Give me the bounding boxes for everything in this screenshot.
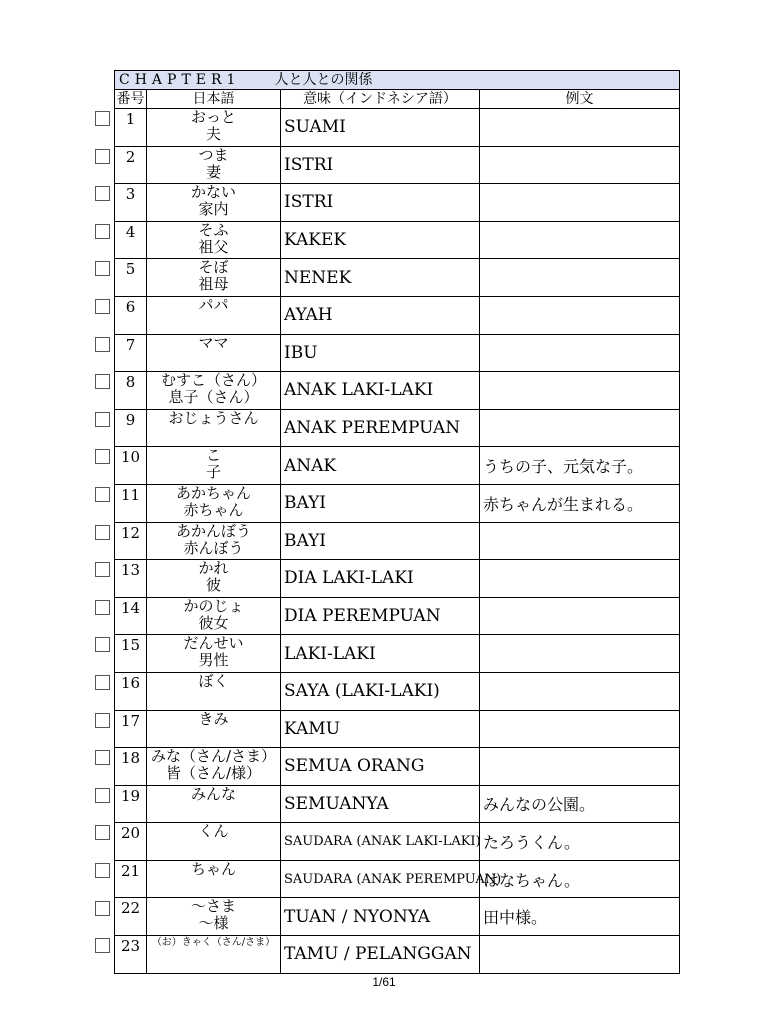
japanese-word	[147, 296, 281, 334]
kanji-writing: 男性	[198, 651, 229, 670]
kana-reading: つま	[198, 145, 229, 164]
japanese-word	[147, 484, 281, 522]
row-checkbox[interactable]	[95, 938, 110, 953]
row-checkbox[interactable]	[95, 299, 110, 314]
japanese-word	[147, 635, 281, 673]
kana-reading: くん	[198, 822, 229, 841]
example-sentence	[480, 409, 680, 447]
japanese-word	[147, 785, 281, 823]
japanese-word	[147, 936, 281, 974]
entry-number: 17	[115, 710, 147, 748]
table-row	[115, 447, 680, 485]
kana-reading: そぼ	[198, 258, 229, 277]
row-checkbox[interactable]	[95, 337, 110, 352]
entry-number: 23	[115, 936, 147, 974]
table-row	[115, 296, 680, 334]
kanji-writing: 祖父	[198, 237, 229, 256]
japanese-word	[147, 334, 281, 372]
table-row	[115, 936, 680, 974]
row-checkbox[interactable]	[95, 149, 110, 164]
entry-number: 20	[115, 823, 147, 861]
row-checkbox[interactable]	[95, 901, 110, 916]
row-checkbox[interactable]	[95, 562, 110, 577]
vocabulary-table	[114, 70, 680, 974]
row-checkbox[interactable]	[95, 788, 110, 803]
entry-number: 10	[115, 447, 147, 485]
example-sentence	[480, 710, 680, 748]
example-sentence	[480, 635, 680, 673]
japanese-word	[147, 560, 281, 598]
entry-number: 12	[115, 522, 147, 560]
kanji-writing: 彼女	[198, 613, 229, 632]
kana-reading: （お）きゃく（さん/さま）	[151, 937, 276, 949]
entry-number: 19	[115, 785, 147, 823]
kana-reading: かれ	[198, 559, 229, 578]
row-checkbox[interactable]	[95, 637, 110, 652]
entry-number: 18	[115, 748, 147, 786]
kanji-writing: 息子（さん）	[168, 388, 259, 407]
example-sentence: みんなの公園。	[480, 785, 680, 823]
row-checkbox[interactable]	[95, 825, 110, 840]
row-checkbox[interactable]	[95, 224, 110, 239]
kana-reading: みんな	[190, 784, 236, 803]
japanese-word	[147, 522, 281, 560]
entry-number: 5	[115, 259, 147, 297]
kana-reading: おっと	[190, 108, 236, 126]
japanese-word	[147, 146, 281, 184]
japanese-word	[147, 372, 281, 410]
table-row	[115, 146, 680, 184]
kana-reading: おじょうさん	[168, 408, 259, 427]
table-row	[115, 409, 680, 447]
row-checkbox[interactable]	[95, 449, 110, 464]
kanji-writing: 彼	[205, 576, 221, 595]
table-row	[115, 898, 680, 936]
japanese-word	[147, 710, 281, 748]
entry-number: 22	[115, 898, 147, 936]
japanese-word	[147, 447, 281, 485]
indonesian-meaning: TUAN / NYONYA	[281, 898, 480, 936]
row-checkbox[interactable]	[95, 186, 110, 201]
indonesian-meaning: SAUDARA (ANAK PEREMPUAN)	[281, 860, 480, 898]
entry-number: 16	[115, 672, 147, 710]
header-meaning: 意味（インドネシア語）	[281, 90, 480, 109]
row-checkbox[interactable]	[95, 412, 110, 427]
table-row	[115, 184, 680, 222]
example-sentence: うちの子、元気な子。	[480, 447, 680, 485]
kanji-writing: 赤んぼう	[183, 538, 244, 557]
example-sentence: 赤ちゃんが生まれる。	[480, 484, 680, 522]
entry-number: 21	[115, 860, 147, 898]
example-sentence	[480, 560, 680, 598]
kana-reading: きみ	[198, 709, 229, 728]
row-checkbox[interactable]	[95, 750, 110, 765]
kanji-writing: 妻	[205, 162, 221, 181]
table-row	[115, 372, 680, 410]
row-checkbox[interactable]	[95, 863, 110, 878]
entry-number: 4	[115, 221, 147, 259]
indonesian-meaning: KAKEK	[281, 221, 480, 259]
entry-number: 9	[115, 409, 147, 447]
entry-number: 14	[115, 597, 147, 635]
table-row	[115, 597, 680, 635]
example-sentence	[480, 296, 680, 334]
table-row	[115, 672, 680, 710]
kanji-writing: 祖母	[198, 275, 229, 294]
table-row	[115, 748, 680, 786]
indonesian-meaning: TAMU / PELANGGAN	[281, 936, 480, 974]
indonesian-meaning: ISTRI	[281, 146, 480, 184]
entry-number: 1	[115, 109, 147, 147]
kanji-writing: 赤ちゃん	[183, 500, 244, 519]
japanese-word	[147, 748, 281, 786]
kana-reading: かのじょ	[183, 596, 244, 615]
kana-reading: だんせい	[183, 634, 244, 653]
header-num: 番号	[116, 91, 145, 107]
entry-number: 8	[115, 372, 147, 410]
row-checkbox[interactable]	[95, 713, 110, 728]
japanese-word	[147, 860, 281, 898]
example-sentence: たろうくん。	[480, 823, 680, 861]
example-sentence	[480, 748, 680, 786]
example-sentence: 田中様。	[480, 898, 680, 936]
kana-reading: むすこ（さん）	[160, 371, 266, 390]
table-row	[115, 860, 680, 898]
japanese-word	[147, 898, 281, 936]
japanese-word	[147, 672, 281, 710]
table-row	[115, 785, 680, 823]
row-checkbox[interactable]	[95, 675, 110, 690]
kanji-writing: ～様	[198, 914, 229, 933]
kana-reading: ～さま	[190, 897, 236, 916]
chapter-label: CHAPTER1	[119, 72, 241, 88]
table-row	[115, 334, 680, 372]
table-row	[115, 823, 680, 861]
indonesian-meaning: ANAK LAKI-LAKI	[281, 372, 480, 410]
kana-reading: ぼく	[198, 671, 229, 690]
kana-reading: あかんぼう	[175, 521, 251, 540]
indonesian-meaning: ISTRI	[281, 184, 480, 222]
indonesian-meaning: BAYI	[281, 522, 480, 560]
chapter-heading	[115, 71, 680, 90]
kana-reading: ちゃん	[190, 859, 236, 878]
example-sentence	[480, 146, 680, 184]
indonesian-meaning: SUAMI	[281, 109, 480, 147]
table-row	[115, 259, 680, 297]
japanese-word	[147, 597, 281, 635]
row-checkbox[interactable]	[95, 374, 110, 389]
table-row	[115, 109, 680, 147]
indonesian-meaning: ANAK PEREMPUAN	[281, 409, 480, 447]
example-sentence	[480, 334, 680, 372]
row-checkbox[interactable]	[95, 111, 110, 126]
entry-number: 15	[115, 635, 147, 673]
entry-number: 13	[115, 560, 147, 598]
japanese-word	[147, 409, 281, 447]
kana-reading: そふ	[198, 220, 229, 239]
japanese-word	[147, 184, 281, 222]
example-sentence	[480, 936, 680, 974]
indonesian-meaning: AYAH	[281, 296, 480, 334]
row-checkbox[interactable]	[95, 525, 110, 540]
kanji-writing: 皆（さん/様）	[165, 764, 262, 783]
kanji-writing: 子	[205, 463, 221, 482]
row-checkbox[interactable]	[95, 600, 110, 615]
entry-number: 2	[115, 146, 147, 184]
kanji-writing: 夫	[205, 125, 221, 143]
table-row	[115, 560, 680, 598]
table-row	[115, 522, 680, 560]
chapter-header-row	[115, 71, 680, 90]
indonesian-meaning: SEMUA ORANG	[281, 748, 480, 786]
indonesian-meaning: LAKI-LAKI	[281, 635, 480, 673]
japanese-word	[147, 823, 281, 861]
indonesian-meaning: SEMUANYA	[281, 785, 480, 823]
example-sentence	[480, 672, 680, 710]
indonesian-meaning: SAYA (LAKI-LAKI)	[281, 672, 480, 710]
column-header-row	[115, 90, 680, 109]
indonesian-meaning: NENEK	[281, 259, 480, 297]
example-sentence: はなちゃん。	[480, 860, 680, 898]
example-sentence	[480, 221, 680, 259]
indonesian-meaning: BAYI	[281, 484, 480, 522]
entry-number: 11	[115, 484, 147, 522]
example-sentence	[480, 184, 680, 222]
kana-reading: こ	[205, 446, 221, 465]
table-row	[115, 635, 680, 673]
japanese-word	[147, 221, 281, 259]
indonesian-meaning: KAMU	[281, 710, 480, 748]
example-sentence	[480, 372, 680, 410]
indonesian-meaning: SAUDARA (ANAK LAKI-LAKI)	[281, 823, 480, 861]
indonesian-meaning: DIA LAKI-LAKI	[281, 560, 480, 598]
row-checkbox[interactable]	[95, 261, 110, 276]
japanese-word	[147, 109, 281, 147]
page-number: 1/61	[372, 975, 396, 989]
kana-reading: あかちゃん	[175, 483, 251, 502]
kana-reading: みな（さん/さま）	[150, 747, 277, 766]
indonesian-meaning: DIA PEREMPUAN	[281, 597, 480, 635]
kana-reading: パパ	[198, 295, 229, 314]
entry-number: 3	[115, 184, 147, 222]
entry-number: 7	[115, 334, 147, 372]
japanese-word	[147, 259, 281, 297]
kanji-writing: 家内	[198, 200, 229, 219]
kana-reading: かない	[190, 183, 236, 202]
example-sentence	[480, 522, 680, 560]
table-row	[115, 710, 680, 748]
indonesian-meaning: IBU	[281, 334, 480, 372]
header-japanese: 日本語	[147, 90, 281, 109]
kana-reading: ママ	[198, 333, 229, 352]
example-sentence	[480, 109, 680, 147]
header-example: 例文	[480, 90, 680, 109]
table-row	[115, 221, 680, 259]
example-sentence	[480, 597, 680, 635]
table-row	[115, 484, 680, 522]
example-sentence	[480, 259, 680, 297]
chapter-title: 人と人との関係	[274, 72, 373, 88]
row-checkbox[interactable]	[95, 487, 110, 502]
indonesian-meaning: ANAK	[281, 447, 480, 485]
entry-number: 6	[115, 296, 147, 334]
